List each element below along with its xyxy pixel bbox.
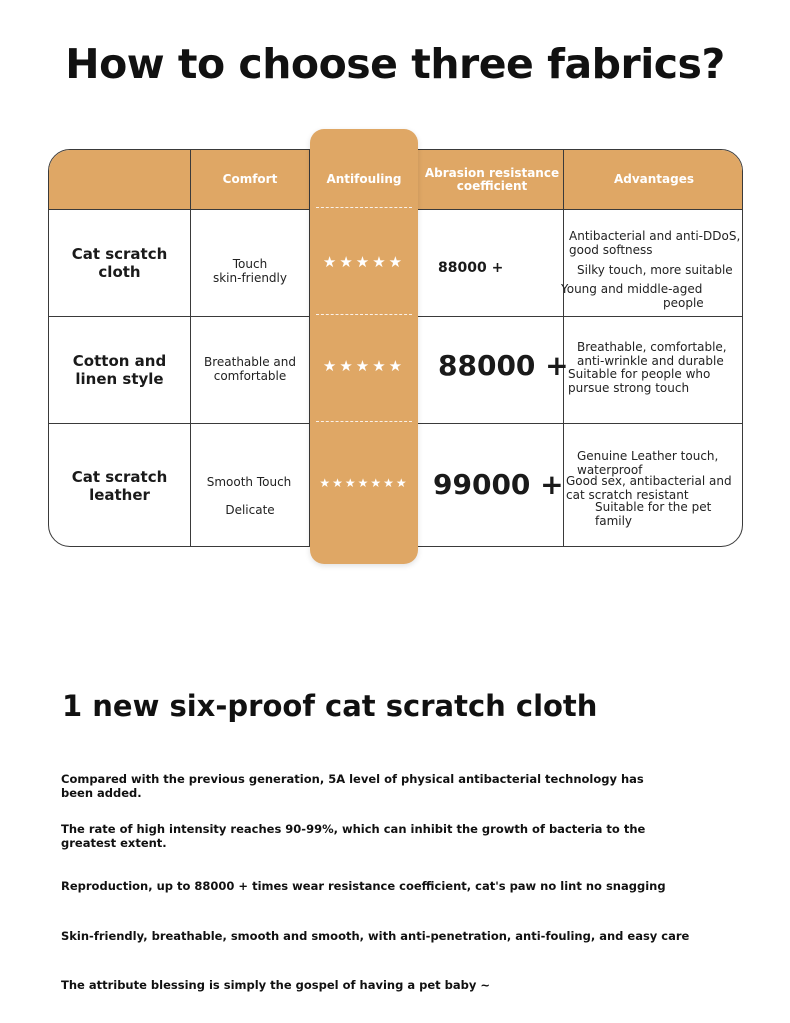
header-abrasion xyxy=(421,150,563,209)
page-title: How to choose three fabrics? xyxy=(65,40,725,88)
paragraph-line: greatest extent. xyxy=(61,836,167,850)
header-abrasion-line2: coefficient xyxy=(456,178,528,193)
advantage-line: waterproof xyxy=(577,463,643,477)
divider-dashed xyxy=(316,421,412,422)
antifouling-column xyxy=(310,129,418,564)
advantage-line: Suitable for the pet xyxy=(595,500,712,514)
header-abrasion-line1: Abrasion resistance xyxy=(424,165,560,180)
paragraph-line: Skin-friendly, breathable, smooth and smooth, with anti-penetration, anti-fouling, and easy care xyxy=(61,929,690,943)
paragraph-line: The attribute blessing is simply the gospel of having a pet baby ~ xyxy=(61,978,490,992)
row-name-line: linen style xyxy=(75,370,164,388)
section-title: 1 new six-proof cat scratch cloth xyxy=(62,689,598,723)
abrasion-value: 88000 + xyxy=(438,349,569,382)
comfort-line: skin-friendly xyxy=(212,271,287,285)
advantage-line: good softness xyxy=(569,243,653,257)
row-name-line: Cotton and xyxy=(72,352,167,370)
comfort-line: comfortable xyxy=(213,369,287,383)
comfort-line: Smooth Touch xyxy=(206,475,292,489)
comfort-line: Breathable and xyxy=(203,355,297,369)
advantage-line: Young and middle-aged xyxy=(561,282,703,296)
advantage-line: people xyxy=(663,296,704,310)
comfort-line: Touch xyxy=(232,257,268,271)
advantage-line: Silky touch, more suitable xyxy=(577,263,733,277)
header-comfort: Comfort xyxy=(222,172,278,186)
divider-dashed xyxy=(316,314,412,315)
paragraph-line: Reproduction, up to 88000 + times wear resistance coefficient, cat's paw no lint no snagging xyxy=(61,879,666,893)
paragraph-line: The rate of high intensity reaches 90-99%, which can inhibit the growth of bacteria to the xyxy=(61,822,646,836)
abrasion-value: 99000 + xyxy=(433,468,564,501)
comfort-line: Delicate xyxy=(225,503,275,517)
row-name-cotton-linen xyxy=(49,317,190,423)
advantage-line: Antibacterial and anti-DDoS, xyxy=(569,229,741,243)
advantage-line: Suitable for people who xyxy=(568,367,711,381)
advantage-line: Good sex, antibacterial and xyxy=(566,474,732,488)
advantage-line: Breathable, comfortable, xyxy=(577,340,727,354)
comfort-cell xyxy=(191,257,309,285)
star-rating: ★★★★★ xyxy=(322,357,406,375)
divider-dashed xyxy=(316,207,412,208)
row-name-line: leather xyxy=(89,486,150,504)
advantage-line: cat scratch resistant xyxy=(566,488,689,502)
star-rating: ★★★★★ xyxy=(322,253,406,271)
advantage-line: pursue strong touch xyxy=(568,381,690,395)
star-rating: ★★★★★★★ xyxy=(319,476,409,490)
comfort-cell xyxy=(191,355,309,383)
row-name-line: Cat scratch xyxy=(71,468,168,486)
abrasion-value: 88000 + xyxy=(438,260,504,276)
header-antifouling: Antifouling xyxy=(326,171,402,186)
advantage-line: Genuine Leather touch, xyxy=(577,449,719,463)
advantage-line: family xyxy=(595,514,633,528)
paragraph-line: been added. xyxy=(61,786,142,800)
row-name-cat-scratch-leather xyxy=(49,424,190,547)
header-advantages: Advantages xyxy=(613,172,695,186)
paragraph-line: Compared with the previous generation, 5A level of physical antibacterial technology has xyxy=(61,772,644,786)
row-name-cat-scratch-cloth: Cat scratch cloth xyxy=(71,245,168,281)
advantage-line: anti-wrinkle and durable xyxy=(577,354,724,368)
